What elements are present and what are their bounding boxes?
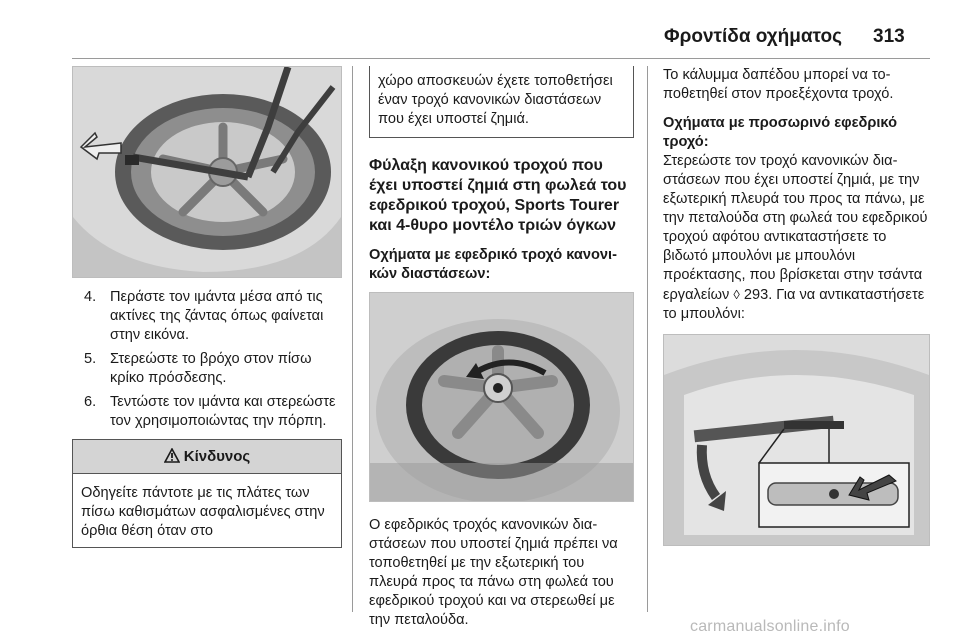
paragraph-extension-bolt xyxy=(663,152,930,324)
danger-notice xyxy=(72,439,342,548)
page-reference-link[interactable]: 293 xyxy=(743,287,769,303)
list-item xyxy=(72,350,342,388)
paragraph-store-wheel: Ο εφεδρικός τροχός κανονικών διαστάσεων που υποστεί ζημιά πρέπει να τοποθετηθεί με την εξωτερική του πλευρά προς τα πάνω στη φωλεά του εφεδρικού τροχού και να στερεωθεί με την πεταλούδα. xyxy=(369,517,618,628)
page-number: 313 xyxy=(873,26,905,47)
paragraph-text-part: . Για να αντικαταστήσετε το μπουλόνι: xyxy=(663,287,925,322)
warning-triangle-icon xyxy=(164,448,180,463)
list-item xyxy=(72,393,342,431)
column-right xyxy=(663,66,930,546)
danger-notice-continued xyxy=(369,66,634,138)
list-item xyxy=(72,288,342,345)
wheel-in-spare-well-illustration xyxy=(370,293,633,501)
column-left xyxy=(72,66,342,548)
page-reference-icon: ◊ xyxy=(733,287,740,302)
steps-list xyxy=(72,288,342,431)
column-divider-1 xyxy=(352,66,353,612)
spare-wheel-strap-illustration xyxy=(73,67,341,277)
column-middle xyxy=(369,66,634,630)
figure-strap-through-spokes xyxy=(72,66,342,278)
watermark: carmanualsonline.info xyxy=(690,618,850,635)
step-number: 4. xyxy=(84,289,97,305)
subheading-full-size-spare: Οχήματα με εφεδρικό τροχό κανονικών διαστάσεων: xyxy=(369,247,617,282)
bolt-replacement-illustration xyxy=(664,335,929,545)
step-text: Περάστε τον ιμάντα μέσα από τις ακτίνες της ζάντας όπως φαίνεται στην εικόνα. xyxy=(110,289,324,343)
figure-wheel-in-well xyxy=(369,292,634,502)
paragraph-floor-cover: Το κάλυμμα δαπέδου μπορεί να τοποθετηθεί στον προεξέχοντα τροχό. xyxy=(663,67,894,102)
step-text: Τεντώστε τον ιμάντα και στερεώστε τον χρησιμοποιώντας την πόρπη. xyxy=(110,394,336,429)
step-text: Στερεώστε το βρόχο στον πίσω κρίκο πρόσδεσης. xyxy=(110,351,312,386)
section-heading: Φύλαξη κανονικού τροχού που έχει υποστεί ζημιά στη φωλεά του εφεδρικού τροχού, Sports Tourer και 4-θυρο μοντέλο τριών όγκων xyxy=(369,157,627,234)
header-rule xyxy=(72,58,930,59)
danger-continued-text: χώρο αποσκευών έχετε τοποθετήσει έναν τροχό κανονικών διαστάσεων που έχει υποστεί ζημιά. xyxy=(378,73,613,127)
subheading-temporary-spare: Οχήματα με προσωρινό εφεδρικό τροχό: xyxy=(663,115,897,150)
danger-text: Οδηγείτε πάντοτε με τις πλάτες των πίσω καθισμάτων ασφαλισμένες στην όρθια θέση όταν στο xyxy=(81,485,325,539)
step-number: 5. xyxy=(84,351,97,367)
danger-title: Κίνδυνος xyxy=(183,448,251,465)
page-header-title: Φροντίδα οχήματος xyxy=(664,26,842,47)
step-number: 6. xyxy=(84,394,97,410)
figure-bolt-replacement xyxy=(663,334,930,546)
paragraph-text-part: Στερεώστε τον τροχό κανονικών διαστάσεων που έχει υποστεί ζημιά, με την εξωτερική πλευρά του προς τα πάνω, με την πεταλούδα στη φωλεά του εφεδρικού τροχού αφότου αντικαταστήσετε το βιδωτό μπουλόνι με μπουλόνι προέκτασης, που βρίσκεται στην τσάντα εργαλείων xyxy=(663,153,928,303)
column-divider-2 xyxy=(647,66,648,612)
danger-header xyxy=(73,440,341,474)
